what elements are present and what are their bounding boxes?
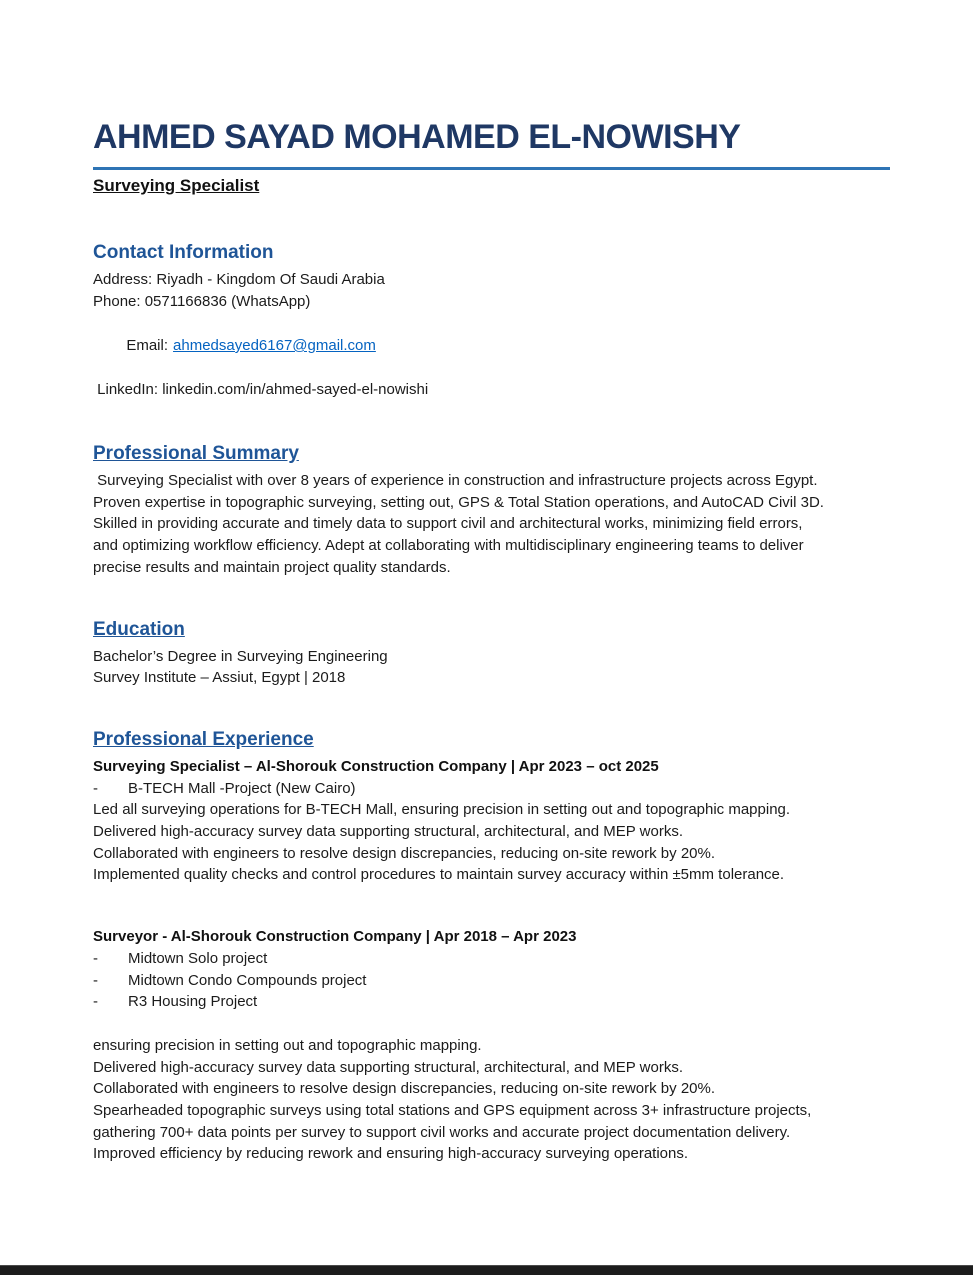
job-details (93, 799, 890, 886)
bullet-dash: - (93, 993, 98, 1011)
bullet-dash: - (93, 779, 98, 797)
text-line: Collaborated with engineers to resolve design discrepancies, reducing on-site rework by 20%. (93, 1080, 716, 1098)
text-line: and optimizing workflow efficiency. Adept at collaborating with multidisciplinary engineering teams to deliver (93, 537, 804, 555)
bullet-item (93, 778, 890, 800)
text-line: Implemented quality checks and control procedures to maintain survey accuracy within ±5mm tolerance. (93, 866, 785, 884)
bullet-dash: - (93, 971, 98, 989)
bullet-dash: - (93, 949, 98, 967)
education-details (93, 646, 890, 689)
text-line: Delivered high-accuracy survey data supporting structural, architectural, and MEP works. (93, 1058, 683, 1076)
phone-line: Phone: 0571166836 (WhatsApp) (93, 293, 311, 310)
text-line: Led all surveying operations for B-TECH Mall, ensuring precision in setting out and topographic mapping. (93, 801, 791, 819)
experience-closing-paragraph (93, 1035, 890, 1165)
job-title: Surveying Specialist – Al-Shorouk Construction Company | Apr 2023 – oct 2025 (93, 757, 659, 775)
bullet-item (93, 970, 890, 992)
job-projects (93, 948, 890, 1013)
text-line: Surveying Specialist with over 8 years of experience in construction and infrastructure projects across Egypt. (93, 472, 818, 489)
bottom-page-bar (0, 1265, 973, 1275)
text-line: Spearheaded topographic surveys using total stations and GPS equipment across 3+ infrastructure projects, (93, 1102, 812, 1120)
bullet-text: B-TECH Mall -Project (New Cairo) (128, 779, 356, 797)
job-entry-2 (93, 926, 890, 1013)
email-line (93, 313, 890, 379)
bullet-text: Midtown Solo project (128, 949, 268, 967)
linkedin-line: LinkedIn: linkedin.com/in/ahmed-sayed-el-nowishi (93, 381, 429, 398)
text-line: ensuring precision in setting out and topographic mapping. (93, 1036, 482, 1054)
email-link[interactable]: ahmedsayed6167@gmail.com (173, 337, 376, 354)
bullet-item (93, 948, 890, 970)
bullet-text: Midtown Condo Compounds project (128, 971, 367, 989)
contact-section (93, 240, 890, 401)
job-title: Surveyor - Al-Shorouk Construction Company | Apr 2018 – Apr 2023 (93, 928, 577, 946)
job-subtitle: Surveying Specialist (93, 176, 260, 195)
person-name: AHMED SAYAD MOHAMED EL-NOWISHY (93, 118, 741, 156)
text-line: Skilled in providing accurate and timely data to support civil and architectural works, minimizing field errors, (93, 515, 803, 533)
experience-section (93, 727, 890, 1165)
text-line: Collaborated with engineers to resolve design discrepancies, reducing on-site rework by 20%. (93, 844, 716, 862)
experience-heading: Professional Experience (93, 728, 314, 750)
bullet-text: R3 Housing Project (128, 993, 258, 1011)
text-line: Survey Institute – Assiut, Egypt | 2018 (93, 669, 346, 687)
text-line: precise results and maintain project quality standards. (93, 558, 451, 576)
summary-paragraph (93, 470, 890, 579)
summary-heading: Professional Summary (93, 443, 299, 464)
education-heading: Education (93, 618, 185, 640)
address-line: Address: Riyadh - Kingdom Of Saudi Arabia (93, 271, 385, 288)
summary-section (93, 441, 890, 579)
job-entry-1 (93, 756, 890, 886)
text-line: Delivered high-accuracy survey data supporting structural, architectural, and MEP works. (93, 823, 683, 841)
education-section (93, 617, 890, 689)
text-line: Proven expertise in topographic surveying, setting out, GPS & Total Station operations, and AutoCAD Civil 3D. (93, 493, 824, 511)
email-label: Email: (126, 337, 169, 354)
text-line: Improved efficiency by reducing rework and ensuring high-accuracy surveying operations. (93, 1145, 689, 1163)
contact-heading: Contact Information (93, 242, 274, 263)
bullet-item (93, 991, 890, 1013)
job-projects (93, 778, 890, 800)
text-line: Bachelor’s Degree in Surveying Engineering (93, 647, 388, 665)
text-line: gathering 700+ data points per survey to support civil works and accurate project documentation delivery. (93, 1123, 791, 1141)
